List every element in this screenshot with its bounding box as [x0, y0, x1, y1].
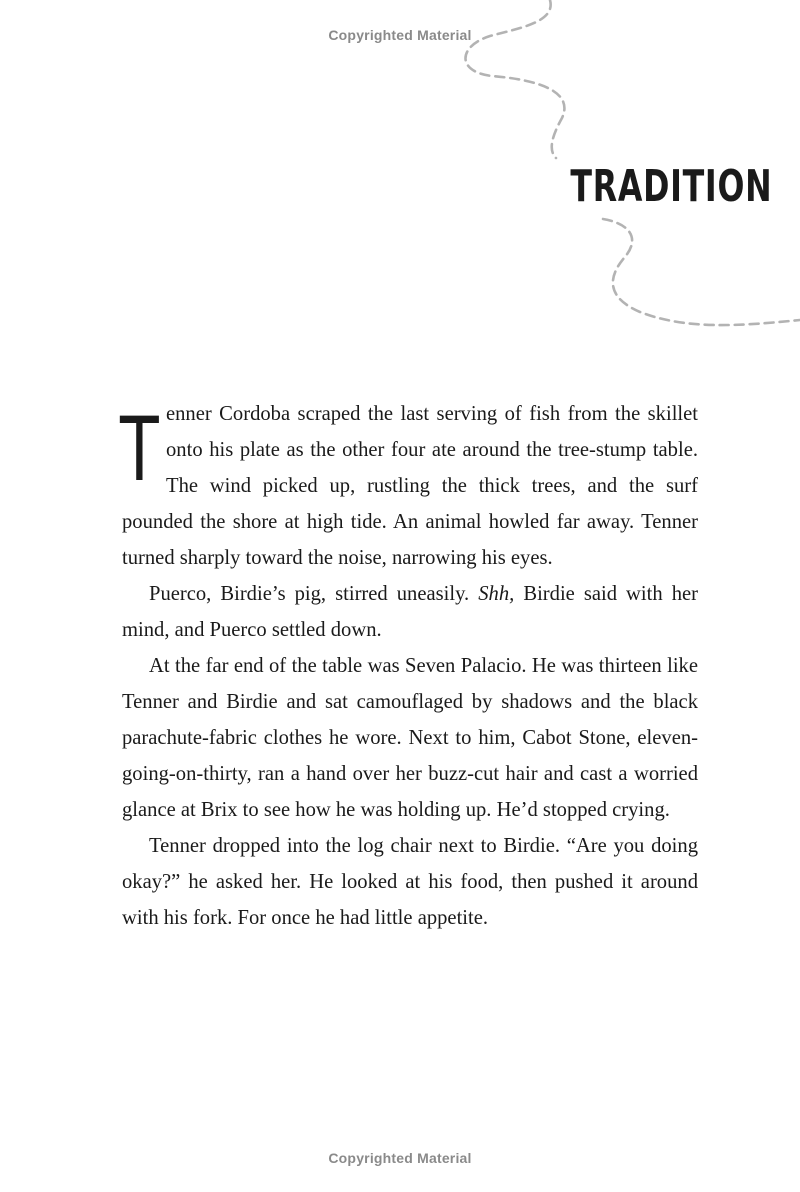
chapter-title: TRADITION: [570, 161, 773, 212]
paragraph-4: Tenner dropped into the log chair next to Birdie. “Are you doing okay?” he asked her. He looked at his food, then pushed it around with his fork. For once he had little appetite.: [122, 835, 698, 929]
paragraph-1-text: enner Cordoba scraped the last serving of fish from the skillet onto his plate as the other four ate around the tree-stump table. The wind picked up, rustling the thick trees, and the surf pounded the shore at high tide. An animal howled far away. Tenner turned sharply toward the noise, narrowing his eyes.: [122, 403, 698, 569]
paragraph-2-start: Puerco, Birdie’s pig, stirred uneasily.: [149, 583, 479, 605]
paragraph-3: At the far end of the table was Seven Palacio. He was thirteen like Tenner and Birdie and sat camouflaged by shadows and the black parachute-fabric clothes he wore. Next to him, Cabot Stone, eleven-going-on-thirty, ran a hand over her buzz-cut hair and cast a worried glance at Brix to see how he was holding up. He’d stopped crying.: [122, 655, 698, 821]
chapter-body: [122, 396, 698, 936]
watermark-bottom: Copyrighted Material: [328, 1150, 472, 1166]
paragraph-1: [122, 396, 698, 576]
paragraph-2: [122, 576, 698, 648]
paragraph-2-end: Birdie said with her mind, and Puerco settled down.: [122, 583, 698, 641]
watermark-top: Copyrighted Material: [328, 27, 472, 43]
drop-cap: T: [120, 398, 159, 501]
paragraph-2-italic: Shh,: [478, 583, 515, 605]
